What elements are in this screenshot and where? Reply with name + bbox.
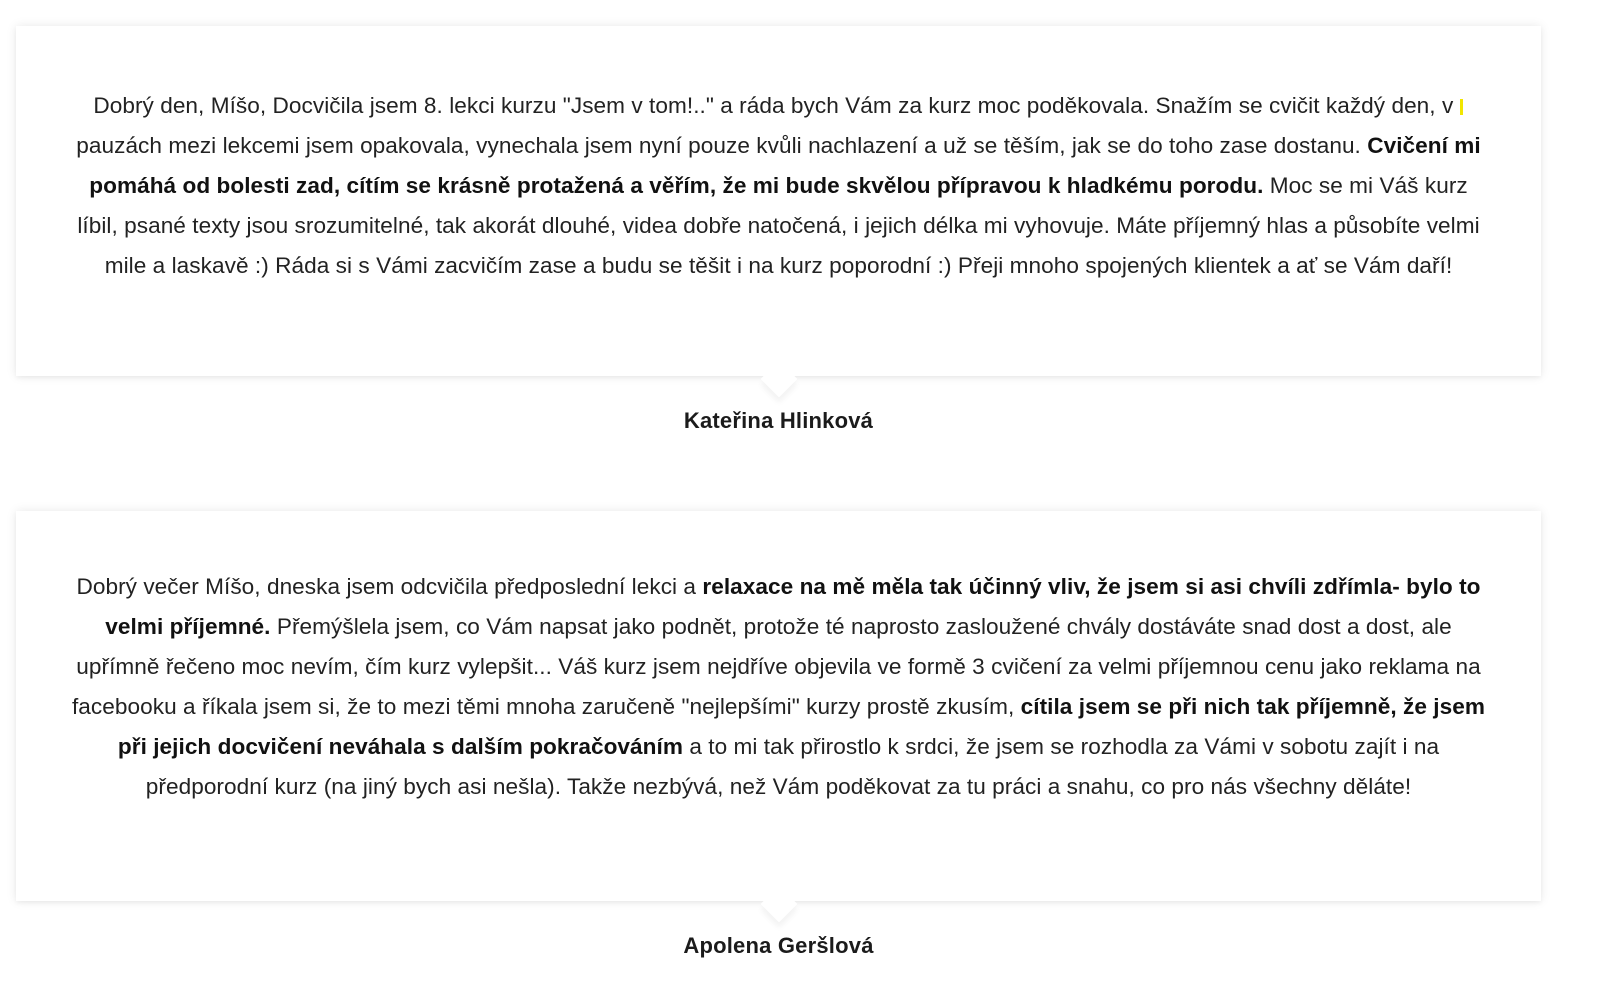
testimonial-author: Apolena Geršlová <box>683 933 874 958</box>
testimonial-text <box>70 86 1487 286</box>
testimonial-text-segment: pauzách mezi lekcemi jsem opakovala, vynechala jsem nyní pouze kvůli nachlazení a už se těším, jak se do toho zase dostanu. <box>76 133 1368 158</box>
testimonial-text-segment: Dobrý den, Míšo, Docvičila jsem 8. lekci kurzu "Jsem v tom!.." a ráda bych Vám za kurz moc poděkovala. Snažím se cvičit každý den, v <box>93 93 1460 118</box>
testimonial-highlight: Cvičení mi pomáhá od bolesti zad, cítím se krásně protažená a věřím, že mi bude skvělou přípravou k hladkému porodu. <box>89 133 1481 198</box>
testimonial-card <box>16 511 1541 901</box>
testimonial-highlight: relaxace na mě měla tak účinný vliv, že jsem si asi chvíli zdřímla- bylo to velmi příjemné. <box>105 574 1481 639</box>
testimonial-card <box>16 26 1541 376</box>
testimonial-text-segment: Dobrý večer Míšo, dneska jsem odcvičila předposlední lekci a <box>76 574 703 599</box>
testimonial-text-segment: a to mi tak přirostlo k srdci, že jsem se rozhodla za Vámi v sobotu zajít i na předporodní kurz (na jiný bych asi nešla). Takže nezbývá, než Vám poděkovat za tu práci a snahu, co pro nás všechny děláte! <box>145 734 1440 799</box>
testimonial-text <box>70 567 1487 807</box>
testimonial-highlight: cítila jsem se při nich tak příjemně, že jsem při jejich docvičení neváhala s dalším pokračováním <box>117 694 1486 759</box>
testimonial-author: Kateřina Hlinková <box>683 408 874 433</box>
testimonial-text-segment: Přemýšlela jsem, co Vám napsat jako podnět, protože té naprosto zasloužené chvály dostáváte snad dost a dost, ale upřímně řečeno moc nevím, čím kurz vylepšit... Váš kurz jsem nejdříve objevila ve formě 3 cvičení za velmi příjemnou cenu jako reklama na facebooku a říkala jsem si, že to mezi těmi mnoha zaručeně "nejlepšími" kurzy prostě zkusím, <box>71 614 1481 719</box>
text-cursor-highlight <box>1460 99 1463 115</box>
testimonial-text-segment: Moc se mi Váš kurz líbil, psané texty jsou srozumitelné, tak akorát dlouhé, videa dobře natočená, i jejich délka mi vyhovuje. Máte příjemný hlas a působíte velmi mile a laskavě :) Ráda si s Vámi zacvičím zase a budu se těšit i na kurz poporodní :) Přeji mnoho spojených klientek a ať se Vám daří! <box>77 173 1480 278</box>
